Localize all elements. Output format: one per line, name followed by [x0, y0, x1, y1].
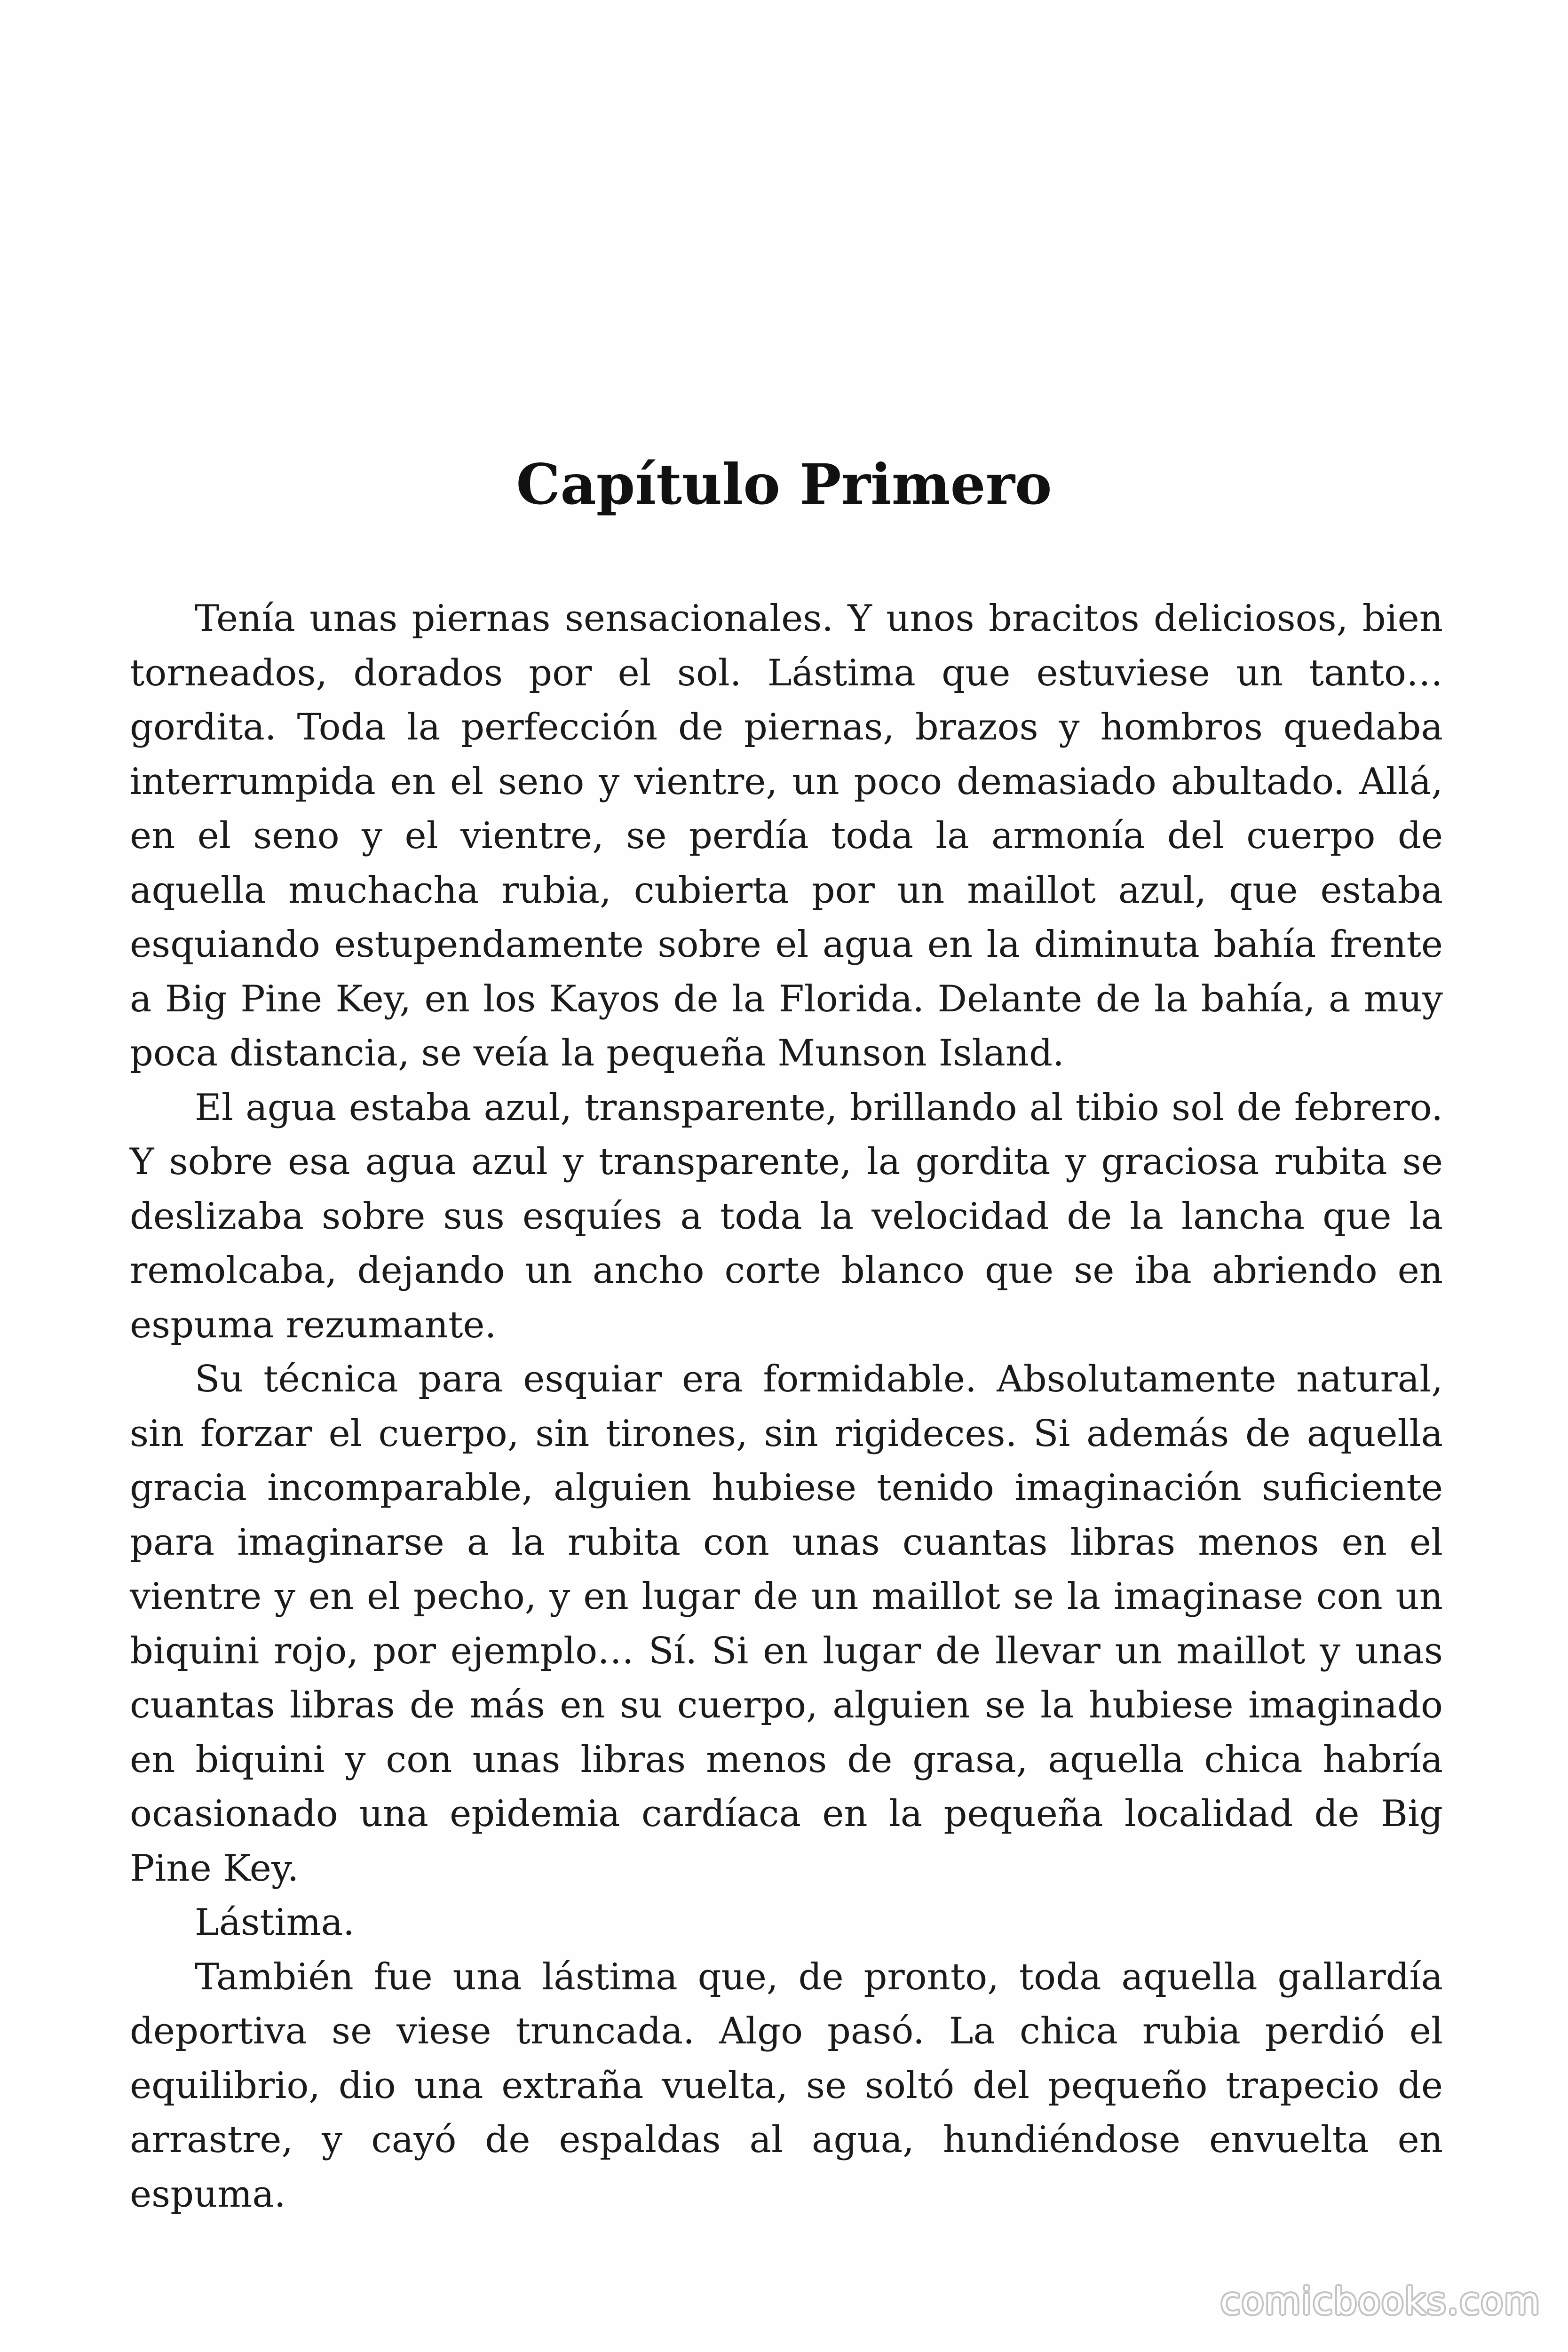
paragraph: Lástima. [195, 1901, 355, 1944]
paragraph: También fue una lástima que, de pronto, toda aquella gallardía deportiva se viese truncada. Algo pasó. La chica rubia perdió el equilibrio, dio una extraña vuelta, se soltó del pequeño trapecio de arrastre, y cayó de espaldas al agua, hundiéndose envuelta en espuma. [130, 1955, 1443, 2216]
chapter-title: Capítulo Primero [516, 452, 1052, 517]
paragraph: El agua estaba azul, transparente, brillando al tibio sol de febrero. Y sobre esa agua azul y transparente, la gordita y graciosa rubita se deslizaba sobre sus esquíes a toda la velocidad de la lancha que la remolcaba, dejando un ancho corte blanco que se iba abriendo en espuma rezumante. [130, 1086, 1443, 1346]
paragraph: Su técnica para esquiar era formidable. Absolutamente natural, sin forzar el cuerpo, sin tirones, sin rigideces. Si además de aquella gracia incomparable, alguien hubiese tenido imaginación suficiente para imaginarse a la rubita con unas cuantas libras menos en el vientre y en el pecho, y en lugar de un maillot se la imaginase con un biquini rojo, por ejemplo… Sí. Si en lugar de llevar un maillot y unas cuantas libras de más en su cuerpo, alguien se la hubiese imaginado en biquini y con unas libras menos de grasa, aquella chica habría ocasionado una epidemia cardíaca en la pequeña localidad de Big Pine Key. [130, 1358, 1443, 1890]
chapter-body [130, 592, 1443, 2222]
site-watermark: comicbooks.com [1220, 2280, 1541, 2323]
paragraph: Tenía unas piernas sensacionales. Y unos bracitos deliciosos, bien torneados, dorados por el sol. Lástima que estuviese un tanto… gordita. Toda la perfección de piernas, brazos y hombros quedaba interrumpida en el seno y vientre, un poco demasiado abultado. Allá, en el seno y el vientre, se perdía toda la armonía del cuerpo de aquella muchacha rubia, cubierta por un maillot azul, que estaba esquiando estupendamente sobre el agua en la diminuta bahía frente a Big Pine Key, en los Kayos de la Florida. Delante de la bahía, a muy poca distancia, se veía la pequeña Munson Island. [130, 597, 1443, 1074]
